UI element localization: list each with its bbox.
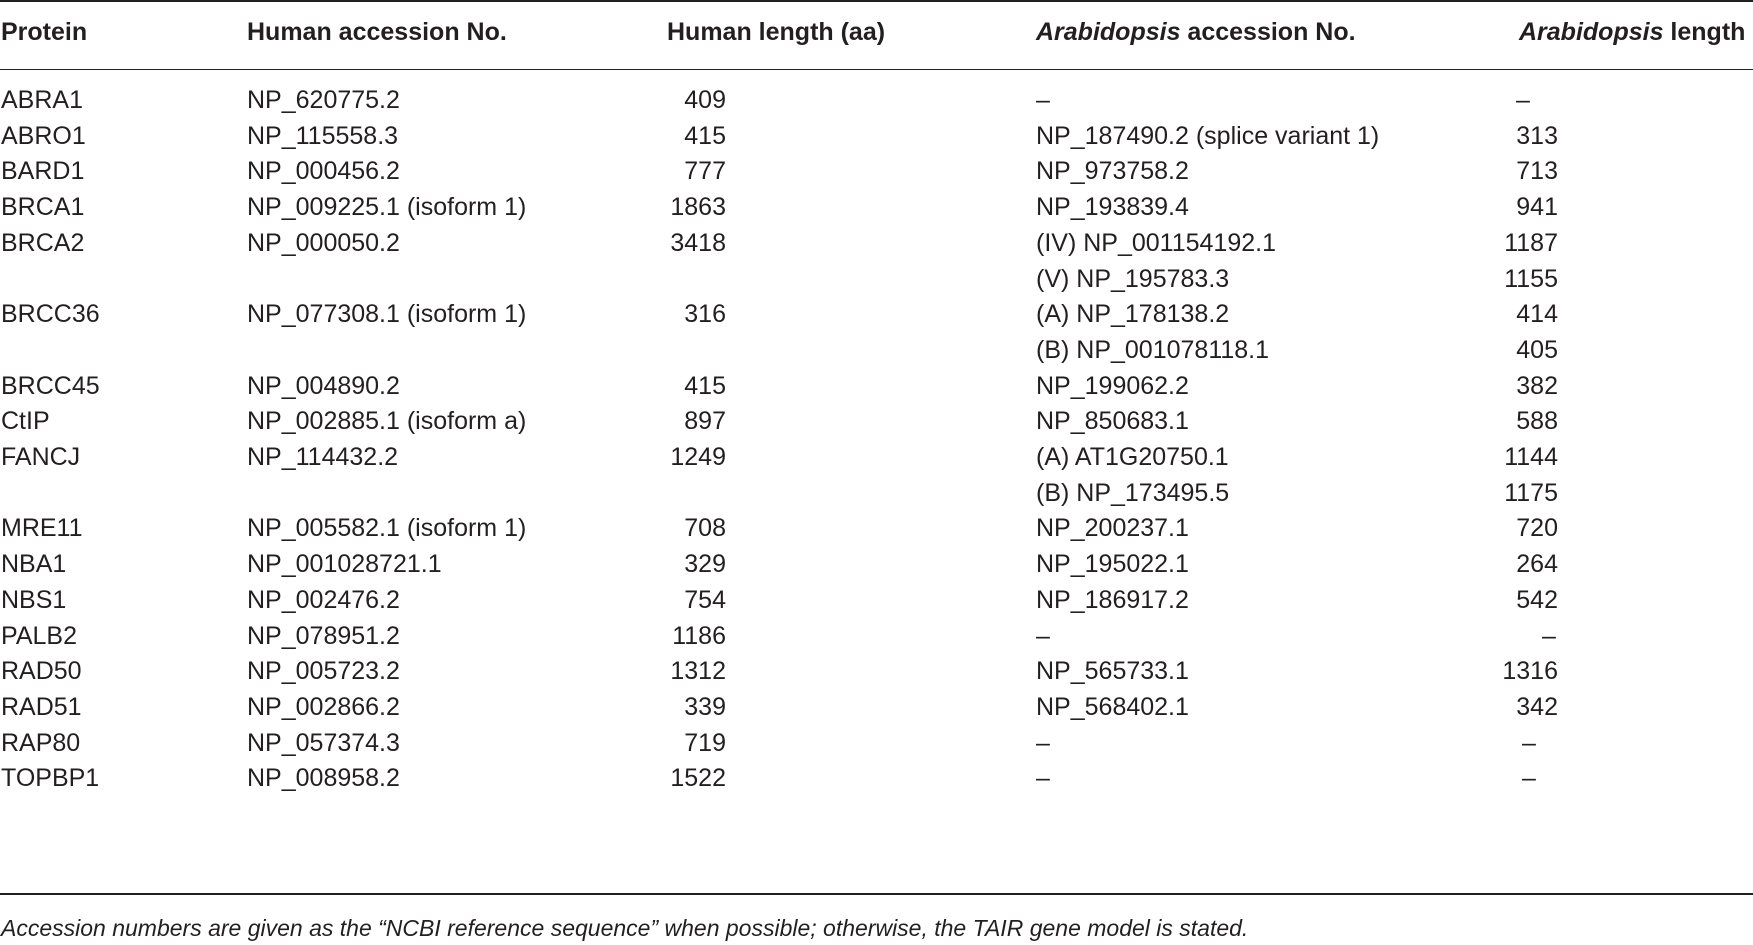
- cell-protein: BARD1: [1, 157, 85, 186]
- table-row: [0, 187, 1753, 227]
- cell-arabidopsis-accession: NP_973758.2: [1036, 157, 1189, 186]
- cell-human-length: 1863: [670, 193, 726, 222]
- cell-arabidopsis-length: 1144: [1504, 443, 1558, 471]
- table-bottom-rule: [0, 893, 1753, 895]
- cell-arabidopsis-length: 1155: [1504, 264, 1558, 293]
- table-row: [0, 294, 1753, 334]
- cell-human-length: 1522: [670, 764, 726, 793]
- cell-human-length: 719: [684, 728, 726, 757]
- cell-arabidopsis-accession: –: [1036, 764, 1050, 793]
- table-row: [0, 223, 1753, 263]
- cell-arabidopsis-length: 405: [1516, 335, 1558, 364]
- cell-human-length: 409: [684, 86, 726, 114]
- cell-arabidopsis-accession: –: [1036, 86, 1050, 114]
- cell-arabidopsis-length: 941: [1516, 193, 1558, 222]
- cell-arabidopsis-length: –: [1516, 86, 1530, 114]
- table-row: [0, 616, 1753, 656]
- cell-arabidopsis-accession: NP_200237.1: [1036, 514, 1189, 543]
- cell-arabidopsis-accession: NP_199062.2: [1036, 371, 1189, 400]
- cell-arabidopsis-length: 1175: [1504, 478, 1558, 507]
- cell-human-length: 339: [684, 692, 726, 721]
- cell-human-accession: NP_009225.1 (isoform 1): [247, 193, 527, 222]
- cell-protein: TOPBP1: [1, 764, 100, 793]
- cell-protein: ABRA1: [1, 86, 83, 114]
- header-protein: Protein: [1, 18, 88, 46]
- cell-arabidopsis-accession: (V) NP_195783.3: [1036, 264, 1230, 293]
- cell-human-accession: NP_004890.2: [247, 371, 400, 400]
- header-human-length: Human length (aa): [667, 18, 886, 46]
- cell-arabidopsis-accession: NP_568402.1: [1036, 692, 1189, 721]
- cell-human-accession: NP_005723.2: [247, 657, 400, 686]
- cell-arabidopsis-accession: –: [1036, 728, 1050, 757]
- table-row: [0, 473, 1753, 513]
- table-row: [0, 116, 1753, 156]
- cell-arabidopsis-length: 382: [1516, 371, 1558, 400]
- cell-arabidopsis-length: 542: [1516, 585, 1558, 614]
- cell-arabidopsis-accession: NP_850683.1: [1036, 407, 1189, 436]
- table-row: [0, 80, 1753, 120]
- table-row: [0, 544, 1753, 584]
- cell-protein: CtIP: [1, 407, 50, 436]
- cell-arabidopsis-length: –: [1522, 728, 1536, 757]
- cell-human-length: 415: [684, 371, 726, 400]
- cell-arabidopsis-length: 588: [1516, 407, 1558, 436]
- table-row: [0, 401, 1753, 441]
- cell-arabidopsis-accession: NP_186917.2: [1036, 585, 1189, 614]
- cell-human-accession: NP_001028721.1: [247, 550, 442, 579]
- cell-human-length: 1249: [670, 443, 726, 471]
- table-row: [0, 151, 1753, 191]
- cell-arabidopsis-accession: (IV) NP_001154192.1: [1036, 228, 1276, 257]
- cell-arabidopsis-accession: NP_193839.4: [1036, 193, 1189, 222]
- cell-arabidopsis-length: 342: [1516, 692, 1558, 721]
- cell-arabidopsis-accession: NP_195022.1: [1036, 550, 1189, 579]
- cell-protein: RAD50: [1, 657, 82, 686]
- cell-human-accession: NP_005582.1 (isoform 1): [247, 514, 527, 543]
- cell-protein: RAP80: [1, 728, 81, 757]
- table-row: [0, 758, 1753, 798]
- cell-protein: BRCA1: [1, 193, 85, 222]
- table-row: [0, 580, 1753, 620]
- cell-human-length: 3418: [670, 228, 726, 257]
- cell-arabidopsis-accession: (B) NP_001078118.1: [1036, 335, 1270, 364]
- cell-protein: BRCA2: [1, 228, 85, 257]
- cell-protein: MRE11: [1, 514, 83, 543]
- header-arabidopsis-word-2: Arabidopsis: [1519, 18, 1664, 46]
- cell-arabidopsis-length: –: [1542, 621, 1556, 650]
- cell-arabidopsis-accession: NP_565733.1: [1036, 657, 1189, 686]
- footnote: Accession numbers are given as the “NCBI reference sequence” when possible; otherwise, the TAIR gene model is stated.: [1, 915, 1249, 941]
- cell-protein: RAD51: [1, 692, 82, 721]
- table-row: [0, 723, 1753, 763]
- cell-human-length: 754: [684, 585, 726, 614]
- cell-human-accession: NP_057374.3: [247, 728, 400, 757]
- cell-human-accession: NP_114432.2: [247, 443, 399, 471]
- cell-arabidopsis-length: 720: [1516, 514, 1558, 543]
- cell-arabidopsis-length: 414: [1516, 300, 1558, 329]
- cell-arabidopsis-accession: (B) NP_173495.5: [1036, 478, 1230, 507]
- cell-human-accession: NP_008958.2: [247, 764, 400, 793]
- table-row: [0, 330, 1753, 370]
- cell-arabidopsis-length: 1316: [1502, 657, 1558, 686]
- table-row: [0, 508, 1753, 548]
- cell-arabidopsis-length: –: [1522, 764, 1536, 793]
- cell-human-accession: NP_000456.2: [247, 157, 400, 186]
- cell-arabidopsis-length: 713: [1516, 157, 1558, 186]
- header-arabidopsis-word: Arabidopsis: [1036, 18, 1181, 46]
- cell-human-accession: NP_077308.1 (isoform 1): [247, 300, 527, 329]
- cell-protein: ABRO1: [1, 121, 86, 150]
- cell-human-accession: NP_002885.1 (isoform a): [247, 407, 527, 436]
- cell-human-length: 897: [684, 407, 726, 436]
- table-row: [0, 651, 1753, 691]
- header-arabidopsis-length-rest: length: [1663, 18, 1746, 46]
- cell-human-accession: NP_078951.2: [247, 621, 400, 650]
- cell-human-length: 1186: [672, 621, 726, 650]
- cell-human-accession: NP_000050.2: [247, 228, 400, 257]
- header-arabidopsis-accession-rest: accession No.: [1180, 18, 1356, 46]
- table-row: [0, 259, 1753, 299]
- cell-human-length: 708: [684, 514, 726, 543]
- cell-human-length: 329: [684, 550, 726, 579]
- cell-arabidopsis-accession: (A) NP_178138.2: [1036, 300, 1230, 329]
- table-row: [0, 687, 1753, 727]
- cell-human-accession: NP_620775.2: [247, 86, 400, 114]
- cell-arabidopsis-accession: (A) AT1G20750.1: [1036, 443, 1229, 471]
- cell-protein: NBA1: [1, 550, 67, 579]
- cell-human-length: 316: [684, 300, 726, 329]
- header-human-accession: Human accession No.: [247, 18, 507, 46]
- table-row: [0, 366, 1753, 406]
- cell-arabidopsis-length: 1187: [1504, 228, 1558, 257]
- cell-protein: BRCC36: [1, 300, 100, 329]
- cell-protein: NBS1: [1, 585, 67, 614]
- cell-arabidopsis-length: 313: [1516, 121, 1558, 150]
- cell-arabidopsis-length: 264: [1516, 550, 1558, 579]
- cell-human-accession: NP_002476.2: [247, 585, 400, 614]
- cell-protein: BRCC45: [1, 371, 100, 400]
- cell-human-accession: NP_002866.2: [247, 692, 400, 721]
- cell-protein: PALB2: [1, 621, 77, 650]
- cell-human-accession: NP_115558.3: [247, 121, 399, 150]
- cell-human-length: 415: [684, 121, 726, 150]
- cell-arabidopsis-accession: –: [1036, 621, 1050, 650]
- table-row: [0, 437, 1753, 477]
- cell-human-length: 1312: [670, 657, 726, 686]
- cell-protein: FANCJ: [1, 443, 81, 471]
- cell-human-length: 777: [684, 157, 726, 186]
- cell-arabidopsis-accession: NP_187490.2 (splice variant 1): [1036, 121, 1380, 150]
